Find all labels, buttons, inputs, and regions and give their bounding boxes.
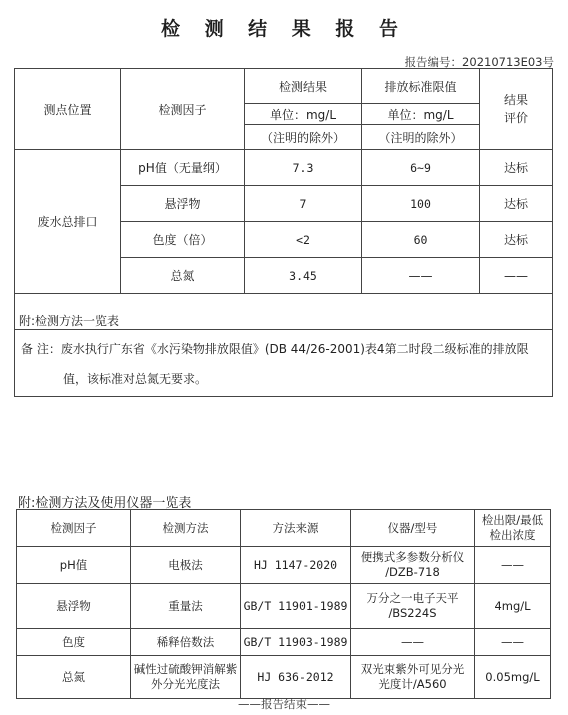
row-method: 电极法 <box>131 547 241 584</box>
row-limit: 6~9 <box>362 150 480 186</box>
row-eval: —— <box>480 258 553 294</box>
header-method: 检测方法 <box>131 510 241 547</box>
row-result: 7.3 <box>245 150 362 186</box>
row-factor: pH值 <box>17 547 131 584</box>
row-instrument <box>351 584 475 629</box>
row-method: 重量法 <box>131 584 241 629</box>
note-result: （注明的除外） <box>245 125 362 150</box>
row-eval: 达标 <box>480 150 553 186</box>
row-limit: 60 <box>362 222 480 258</box>
site-name: 废水总排口 <box>15 150 121 294</box>
row-instrument: —— <box>351 629 475 656</box>
row-limit: —— <box>475 629 551 656</box>
appendix-cell <box>15 294 553 330</box>
row-factor: 色度 <box>17 629 131 656</box>
row-factor: 悬浮物 <box>121 186 245 222</box>
header-result: 检测结果 <box>245 69 362 104</box>
row-result: <2 <box>245 222 362 258</box>
remark-cell <box>15 330 553 397</box>
row-eval: 达标 <box>480 186 553 222</box>
header-factor: 检测因子 <box>17 510 131 547</box>
report-number: 报告编号：20210713E03号 <box>404 55 554 69</box>
row-method: 稀释倍数法 <box>131 629 241 656</box>
row-limit: 0.05mg/L <box>475 656 551 699</box>
page-title: 检 测 结 果 报 告 <box>160 18 408 40</box>
appendix-label: 附:检测方法一览表 <box>19 314 120 328</box>
remark-label: 备 注： <box>21 342 61 356</box>
header-detection-limit <box>475 510 551 547</box>
header-detection-limit-text: 检出限/最低 检出浓度 <box>481 513 544 542</box>
header-eval-text: 结果 评价 <box>503 93 528 125</box>
row-factor: 悬浮物 <box>17 584 131 629</box>
row-limit: 100 <box>362 186 480 222</box>
row-instrument-text: 便携式多参数分析仪 /DZB-718 <box>360 550 465 579</box>
row-method-text: 碱性过硫酸钾消解紫 外分光光度法 <box>133 662 238 691</box>
header-eval <box>480 69 553 150</box>
note-limit: （注明的除外） <box>362 125 480 150</box>
results-table <box>14 68 553 397</box>
row-limit: 4mg/L <box>475 584 551 629</box>
header-factor: 检测因子 <box>121 69 245 150</box>
row-limit: —— <box>475 547 551 584</box>
row-instrument <box>351 547 475 584</box>
row-source: GB/T 11901-1989 <box>241 584 351 629</box>
report-end: ——报告结束—— <box>238 697 330 711</box>
row-factor: pH值（无量纲） <box>121 150 245 186</box>
row-factor: 总氮 <box>17 656 131 699</box>
methods-table <box>16 509 551 699</box>
row-instrument <box>351 656 475 699</box>
row-limit: —— <box>362 258 480 294</box>
row-source: GB/T 11903-1989 <box>241 629 351 656</box>
unit-result: 单位：mg/L <box>245 104 362 125</box>
header-instrument: 仪器/型号 <box>351 510 475 547</box>
unit-limit: 单位：mg/L <box>362 104 480 125</box>
remark-line-1: 废水执行广东省《水污染物排放限值》(DB 44/26-2001)表4第二时段二级标准的排放限 <box>60 342 529 356</box>
header-site: 测点位置 <box>15 69 121 150</box>
row-factor: 色度（倍） <box>121 222 245 258</box>
header-limit: 排放标准限值 <box>362 69 480 104</box>
row-instrument-text: 双光束紫外可见分光 光度计/A560 <box>360 662 465 691</box>
row-instrument-text: 万分之一电子天平 /BS224S <box>366 591 459 620</box>
row-result: 3.45 <box>245 258 362 294</box>
row-method <box>131 656 241 699</box>
row-factor: 总氮 <box>121 258 245 294</box>
remark-line-2: 值，该标准对总氮无要求。 <box>63 372 208 386</box>
row-eval: 达标 <box>480 222 553 258</box>
section-title: 附:检测方法及使用仪器一览表 <box>18 496 192 511</box>
header-source: 方法来源 <box>241 510 351 547</box>
row-source: HJ 1147-2020 <box>241 547 351 584</box>
row-source: HJ 636-2012 <box>241 656 351 699</box>
row-result: 7 <box>245 186 362 222</box>
